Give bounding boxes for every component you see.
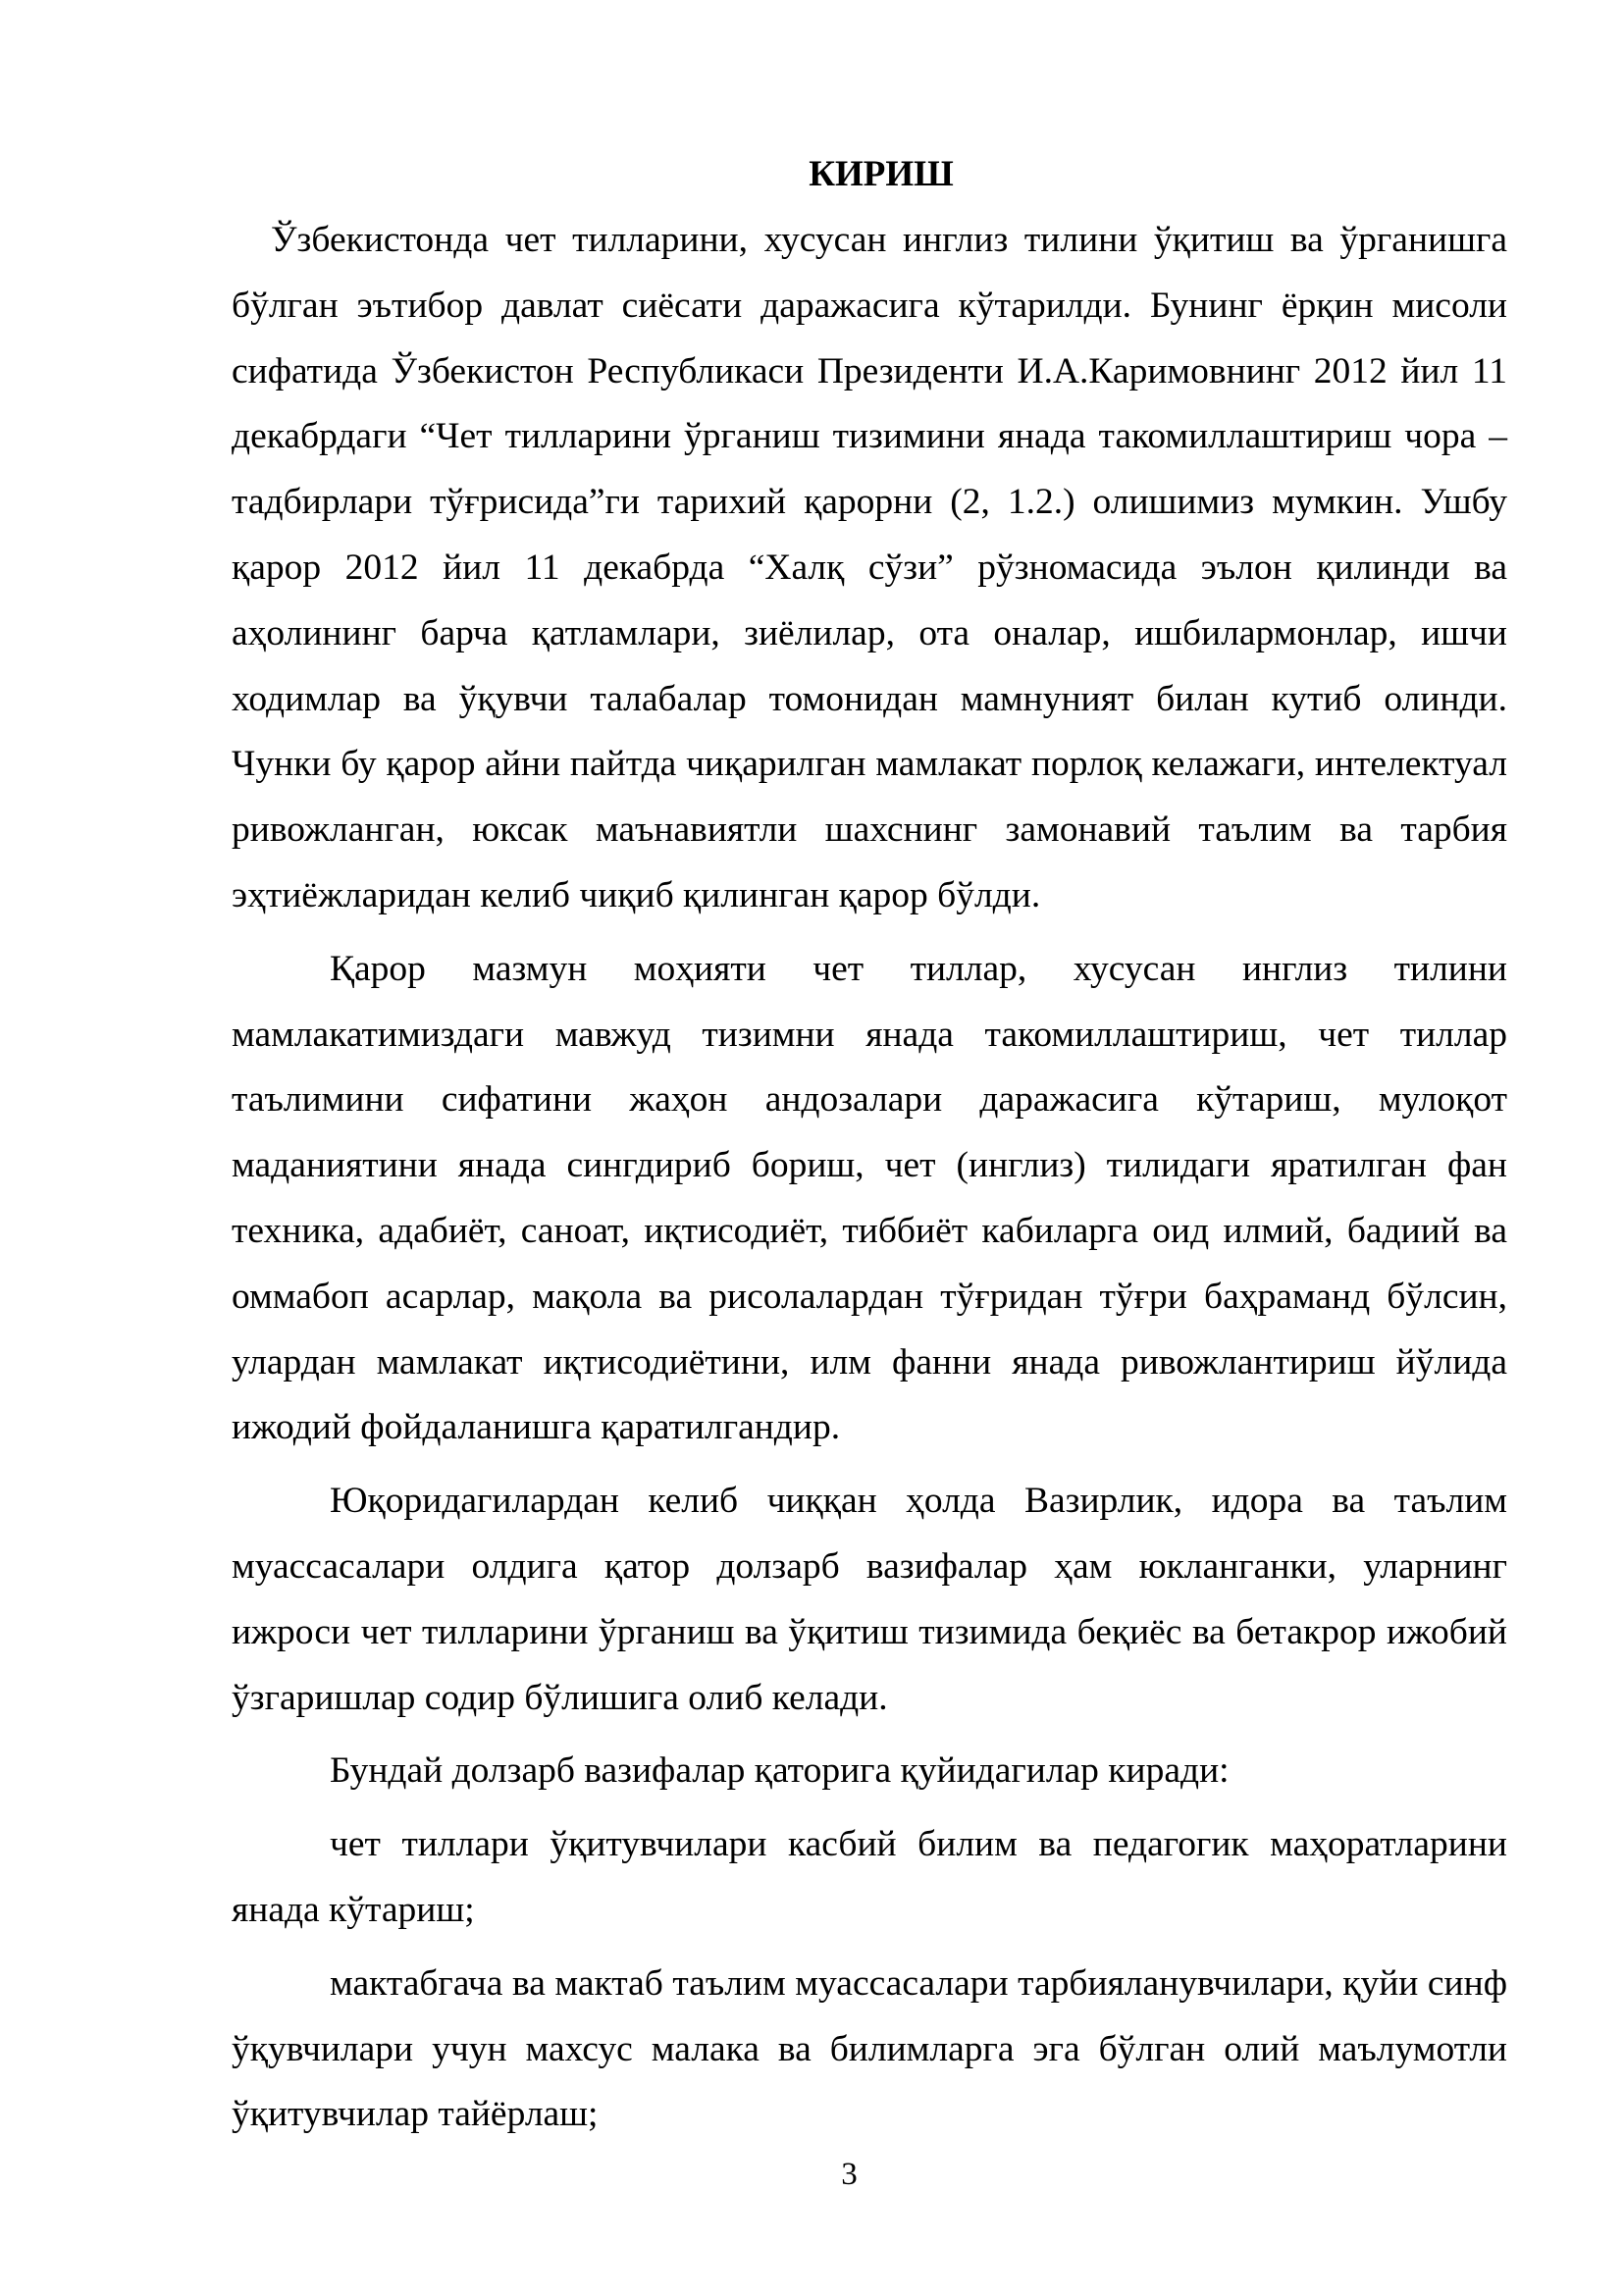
page-content (232, 149, 1507, 2148)
paragraph-tasks: Юқоридагилардан келиб чиққан ҳолда Вазирлик, идора ва таълим муассасалари олдига қатор долзарб вазифалар ҳам юклангaнки, уларнинг ижроси чет тилларини ўрганиш ва ўқитиш тизимида беқиёс ва бетакрор ижобий ўзгаришлар содир бўлишига олиб келади. (232, 1481, 1507, 1718)
paragraph-decree-essence: Қарор мазмун моҳияти чет тиллар, хусусан инглиз тилини мамлакатимиздаги мавжуд тизимни янада такомиллаштириш, чет тиллар таълимини сифатини жаҳон андозалари даражасига кўтариш, мулоқот маданиятини янада сингдириб бориш, чет (инглиз) тилидаги яратилган фан техника, адабиёт, саноат, иқтисодиёт, тиббиёт кабиларга оид илмий, бадиий ва оммабоп асарлар, мақола ва рисолалардан тўғридан тўғри баҳраманд бўлсин, улардан мамлакат иқтисодиётини, илм фанни янада ривожлантириш йўлида ижодий фойдаланишга қаратилгандир. (232, 948, 1507, 1448)
paragraph-intro: Ўзбекистонда чет тилларини, хусусан инглиз тилини ўқитиш ва ўрганишга бўлган эътибор давлат сиёсати даражасига кўтарилди. Бунинг ёрқин мисоли сифатида Ўзбекистон Республикаси Президенти И.А.Каримовнинг 2012 йил 11 декабрдаги “Чет тилларини ўрганиш тизимини янада такомиллаштириш чора – тадбирлари тўғрисида”ги тарихий қарорни (2, 1.2.) олишимиз мумкин. Ушбу қарор 2012 йил 11 декабрда “Халқ сўзи” рўзномасида эълон қилинди ва аҳолининг барча қатламлари, зиёлилар, ота оналар, ишбилармонлар, ишчи ходимлар ва ўқувчи талабалар томонидан мамнуният билан кутиб олинди. Чунки бу қарор айни пайтда чиқарилган мамлакат порлоқ келажаги, интелектуал ривожланган, юксак маънавиятли шахснинг замонавий таълим ва тарбия эҳтиёжларидан келиб чиқиб қилинган қарор бўлди. (232, 220, 1507, 915)
paragraph-task-teachers: чет тиллари ўқитувчилари касбий билим ва педагогик маҳоратларини янада кўтариш; (232, 1824, 1507, 1930)
paragraph-tasks-list-intro: Бундай долзарб вазифалар қаторига қуйидагилар киради: (330, 1750, 1230, 1792)
paragraph-task-preschool: мактабгача ва мактаб таълим муассасалари тарбияланувчилари, қуйи синф ўқувчилари учун махсус малака ва билимларга эга бўлган олий маълумотли ўқитувчилар тайёрлаш; (232, 1962, 1507, 2135)
page-number: 3 (841, 2157, 858, 2192)
document-title: КИРИШ (809, 154, 954, 194)
